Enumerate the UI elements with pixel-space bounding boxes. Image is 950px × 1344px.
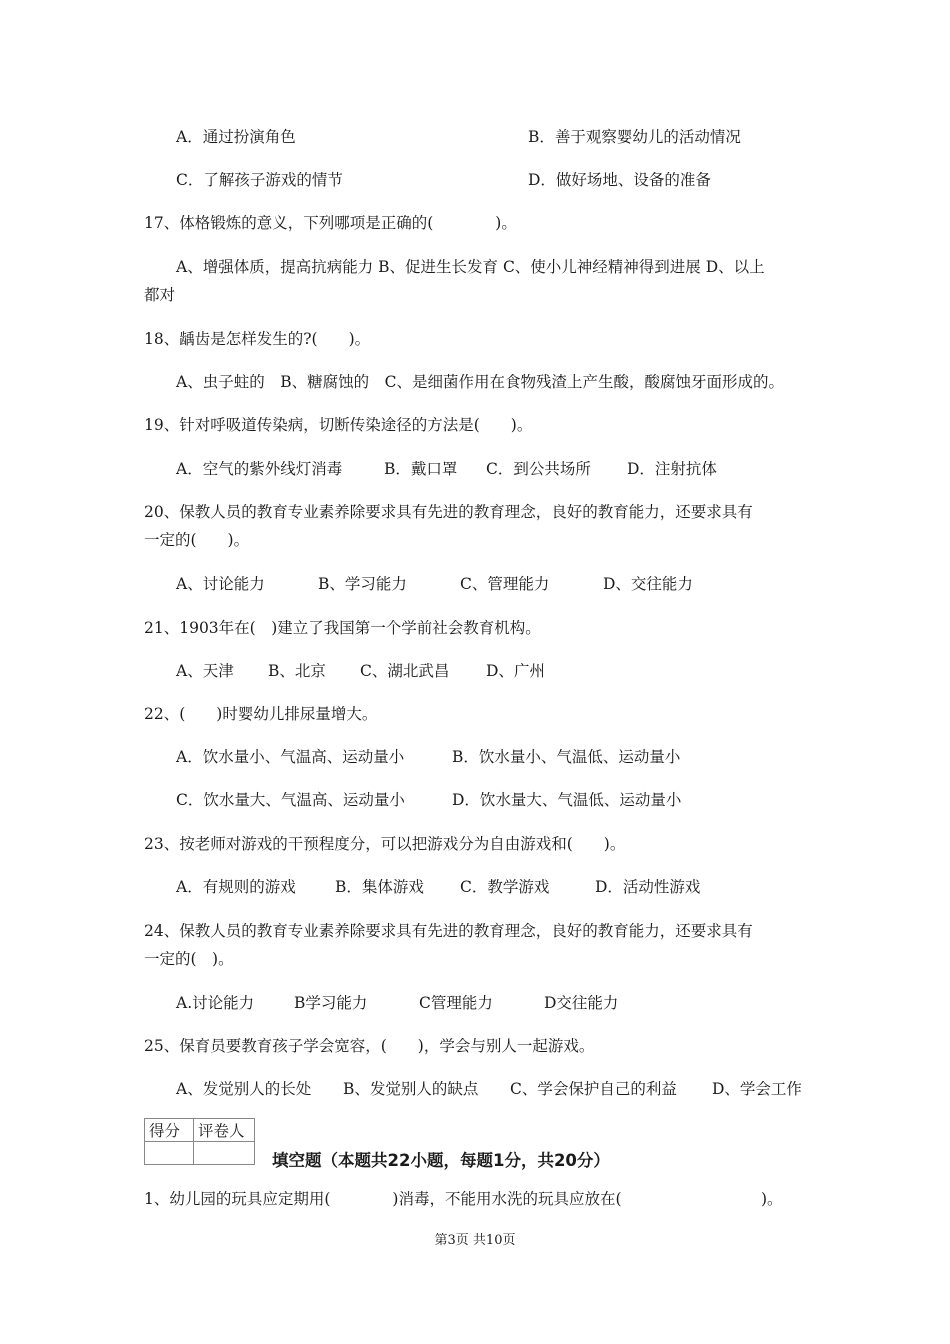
q22-option-d: D．饮水量大、气温低、运动量小 [452,791,682,809]
score-label: 得分 [145,1119,194,1142]
q24-stem-line1: 24、保教人员的教育专业素养除要求具有先进的教育理念，良好的教育能力，还要求具有 [144,922,753,940]
q16-option-d: D．做好场地、设备的准备 [528,171,711,189]
q24-option-b: B学习能力 [294,994,368,1012]
q17-options-line1: A、增强体质，提高抗病能力 B、促进生长发育 C、使小儿神经精神得到进展 D、以上 [176,258,765,276]
q17-stem: 17、体格锻炼的意义，下列哪项是正确的( )。 [144,214,517,232]
grader-label: 评卷人 [194,1119,255,1142]
q25-option-d: D、学会工作 [712,1080,802,1098]
score-cell [145,1142,194,1165]
q25-option-c: C、学会保护自己的利益 [510,1080,677,1098]
q24-stem-line2: 一定的( )。 [144,950,234,968]
q25-option-b: B、发觉别人的缺点 [343,1080,479,1098]
q20-option-d: D、交往能力 [603,575,693,593]
q17-options-line2: 都对 [144,286,176,304]
q19-option-a: A．空气的紫外线灯消毒 [176,460,343,478]
q21-option-c: C、湖北武昌 [360,662,450,680]
q24-option-c: C管理能力 [419,994,493,1012]
q22-option-b: B．饮水量小、气温低、运动量小 [452,748,681,766]
q16-option-b: B．善于观察婴幼儿的活动情况 [528,128,741,146]
q18-stem: 18、龋齿是怎样发生的?( )。 [144,330,371,348]
q21-stem: 21、1903年在( )建立了我国第一个学前社会教育机构。 [144,619,541,637]
q19-option-c: C．到公共场所 [486,460,591,478]
q23-stem: 23、按老师对游戏的干预程度分，可以把游戏分为自由游戏和( )。 [144,835,626,853]
q18-options: A、虫子蛀的 B、糖腐蚀的 C、是细菌作用在食物残渣上产生酸，酸腐蚀牙面形成的。 [176,373,784,391]
q25-option-a: A、发觉别人的长处 [176,1080,312,1098]
q24-option-d: D交往能力 [544,994,619,1012]
q21-option-d: D、广州 [486,662,545,680]
q19-stem: 19、针对呼吸道传染病，切断传染途径的方法是( )。 [144,416,533,434]
q21-option-a: A、天津 [176,662,234,680]
q21-option-b: B、北京 [268,662,326,680]
q23-option-d: D．活动性游戏 [595,878,701,896]
section-title: 填空题（本题共22小题，每题1分，共20分） [272,1151,610,1170]
q25-stem: 25、保育员要教育孩子学会宽容，( )，学会与别人一起游戏。 [144,1037,595,1055]
grader-cell [194,1142,255,1165]
score-table [144,1118,255,1165]
q20-option-b: B、学习能力 [318,575,407,593]
q23-option-c: C．教学游戏 [460,878,550,896]
page-footer: 第3页 共10页 [434,1233,516,1248]
q22-stem: 22、( )时婴幼儿排尿量增大。 [144,705,378,723]
q20-stem-line1: 20、保教人员的教育专业素养除要求具有先进的教育理念，良好的教育能力，还要求具有 [144,503,753,521]
q20-option-a: A、讨论能力 [176,575,265,593]
q19-option-d: D．注射抗体 [627,460,717,478]
q23-option-a: A．有规则的游戏 [176,878,296,896]
q16-option-c: C．了解孩子游戏的情节 [176,171,343,189]
q19-option-b: B．戴口罩 [384,460,458,478]
q16-option-a: A．通过扮演角色 [176,128,296,146]
fill-question-1: 1、幼儿园的玩具应定期用( )消毒，不能用水洗的玩具应放在( )。 [144,1190,783,1208]
q20-option-c: C、管理能力 [460,575,550,593]
q23-option-b: B．集体游戏 [335,878,424,896]
q20-stem-line2: 一定的( )。 [144,531,250,549]
q22-option-c: C．饮水量大、气温高、运动量小 [176,791,405,809]
q24-option-a: A.讨论能力 [176,994,255,1012]
q22-option-a: A．饮水量小、气温高、运动量小 [176,748,405,766]
